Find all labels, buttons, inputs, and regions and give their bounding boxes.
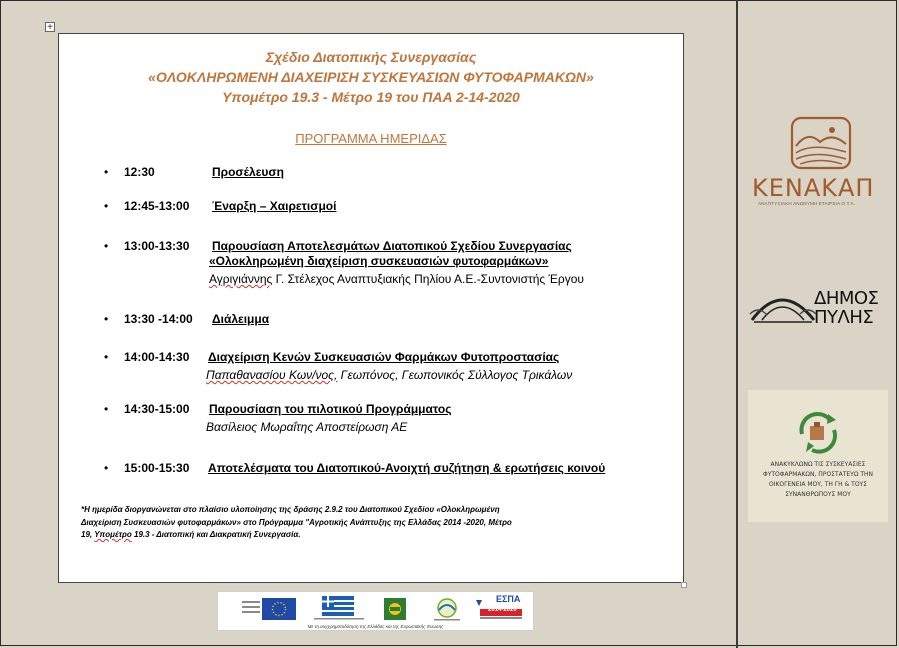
speaker-name: Αγριγιάννης: [209, 272, 273, 286]
agenda-time: 13:00-13:30: [124, 239, 190, 253]
agenda-time: 13:30 -14:00: [124, 312, 193, 326]
recycle-icon: [792, 410, 844, 456]
bullet-icon: •: [104, 461, 109, 475]
footnote-line-2: Διαχείριση Συσκευασιών φυτοφαρμάκων» στο Πρόγραμμα "Αγροτικής Ανάπτυξης της Ελλάδας 2014 -2020, Μέτρο: [81, 517, 512, 527]
bullet-icon: •: [104, 199, 109, 213]
speaker-role: Γ. Στέλεχος Αναπτυξιακής Πηλίου Α.Ε.-Συντονιστής Έργου: [272, 272, 584, 286]
footnote: [81, 504, 651, 542]
document-page[interactable]: [58, 33, 684, 583]
agenda-time: 12:30: [124, 165, 155, 179]
agenda-title-line-2: «Ολοκληρωμένη διαχείριση συσκευασιών φυτοφαρμάκων»: [209, 254, 549, 268]
recycle-panel: [748, 390, 888, 522]
funding-logo-strip: [217, 591, 534, 631]
espa-label: ΕΣΠΑ: [496, 594, 521, 604]
dimos-logo-line-2: ΠΥΛΗΣ: [814, 307, 874, 328]
resize-handle[interactable]: [681, 582, 687, 588]
recycle-slogan: ΑΝΑΚΥΚΛΩΝΩ ΤΙΣ ΣΥΣΚΕΥΑΣΙΕΣ ΦΥΤΟΦΑΡΜΑΚΩΝ, ΠΡΟΣΤΑΤΕΥΩ ΤΗΝ ΟΙΚΟΓΕΝΕΙΑ ΜΟΥ, ΤΗ ΓΗ & ΤΟΥΣ ΣΥΝΑΝΘΡΩΠΟΥΣ ΜΟΥ: [762, 461, 873, 498]
bullet-icon: •: [104, 165, 109, 179]
funding-caption: Με τη συγχρηματοδότηση της Ελλάδας και της Ευρωπαϊκής Ένωσης: [307, 624, 444, 629]
agenda-speaker: [206, 368, 572, 382]
program-title: ΠΡΟΓΡΑΜΜΑ ΗΜΕΡΙΔΑΣ: [295, 131, 447, 146]
footnote-text: 19,: [81, 530, 95, 539]
bullet-icon: •: [104, 402, 109, 416]
greek-flag-logo: [310, 596, 368, 622]
footnote-text: Υπομέτρο: [94, 530, 132, 539]
bullet-icon: •: [104, 239, 109, 253]
agenda-title: Παρουσίαση Αποτελεσμάτων Διατοπικού Σχεδίου Συνεργασίας: [212, 239, 572, 253]
header-line-3: Υπομέτρο 19.3 - Μέτρο 19 του ΠΑΑ 2-14-2020: [222, 89, 520, 105]
table-move-handle-icon[interactable]: +: [45, 22, 55, 32]
agenda-title: Διάλειμμα: [212, 312, 270, 326]
bridge-icon: [748, 284, 818, 326]
footnote-text: 19.3 - Διατοπική και Διακρατική Συνεργασία.: [131, 530, 301, 539]
dimos-logo-line-1: ΔΗΜΟΣ: [814, 288, 879, 309]
eu-flag-logo: [242, 596, 300, 622]
agenda-speaker: Βασίλειος Μωραΐτης Αποστείρωση ΑΕ: [206, 420, 408, 434]
header-line-1: Σχέδιο Διατοπικής Συνεργασίας: [265, 49, 477, 65]
speaker-name: Παπαθανασίου Κων/νος,: [206, 368, 338, 382]
kenakap-subtitle: ΑΝΑΠΤΥΞΙΑΚΗ ΑΝΩΝΥΜΗ ΕΤΑΙΡΕΙΑ Ο.Τ.Α.: [758, 201, 856, 206]
agenda-title: Αποτελέσματα του Διατοπικού-Ανοιχτή συζήτηση & ερωτήσεις κοινού: [208, 461, 606, 475]
kenakap-logo-text: ΚΕΝΑΚΑΠ: [752, 174, 875, 202]
footnote-line-3: [81, 529, 651, 542]
agenda-time: 14:00-14:30: [124, 350, 190, 364]
agenda-time: 14:30-15:00: [124, 402, 190, 416]
agenda-title: Παρουσίαση του πιλοτικού Προγράμματος: [209, 402, 452, 416]
speaker-role: Γεωπόνος, Γεωπονικός Σύλλογος Τρικάλων: [337, 368, 573, 382]
agenda-time: 12:45-13:00: [124, 199, 190, 213]
leader-logo: [382, 596, 408, 622]
agenda-title: Προσέλευση: [212, 165, 284, 179]
espa-years: 2014-2020: [488, 607, 517, 613]
header-line-2: «ΟΛΟΚΛΗΡΩΜΕΝΗ ΔΙΑΧΕΙΡΙΣΗ ΣΥΣΚΕΥΑΣΙΩΝ ΦΥΤΟΦΑΡΜΑΚΩΝ»: [148, 69, 594, 85]
bullet-icon: •: [104, 350, 109, 364]
document-header: [59, 47, 683, 107]
sidebar: [738, 0, 898, 648]
rural-development-logo: [430, 596, 464, 622]
bullet-icon: •: [104, 312, 109, 326]
footnote-line-1: *Η ημερίδα διοργανώνεται στο πλαίσιο υλοποίησης της δράσης 2.9.2 του Διατοπικού Σχεδίου «Ολοκληρωμένη: [81, 505, 500, 514]
kenakap-emblem-icon: [790, 116, 852, 170]
agenda-title: Διαχείριση Κενών Συσκευασιών Φαρμάκων Φυτοπροστασίας: [208, 350, 560, 364]
agenda-time: 15:00-15:30: [124, 461, 190, 475]
agenda-speaker: [209, 272, 584, 286]
agenda-title: Έναρξη – Χαιρετισμοί: [212, 199, 337, 213]
